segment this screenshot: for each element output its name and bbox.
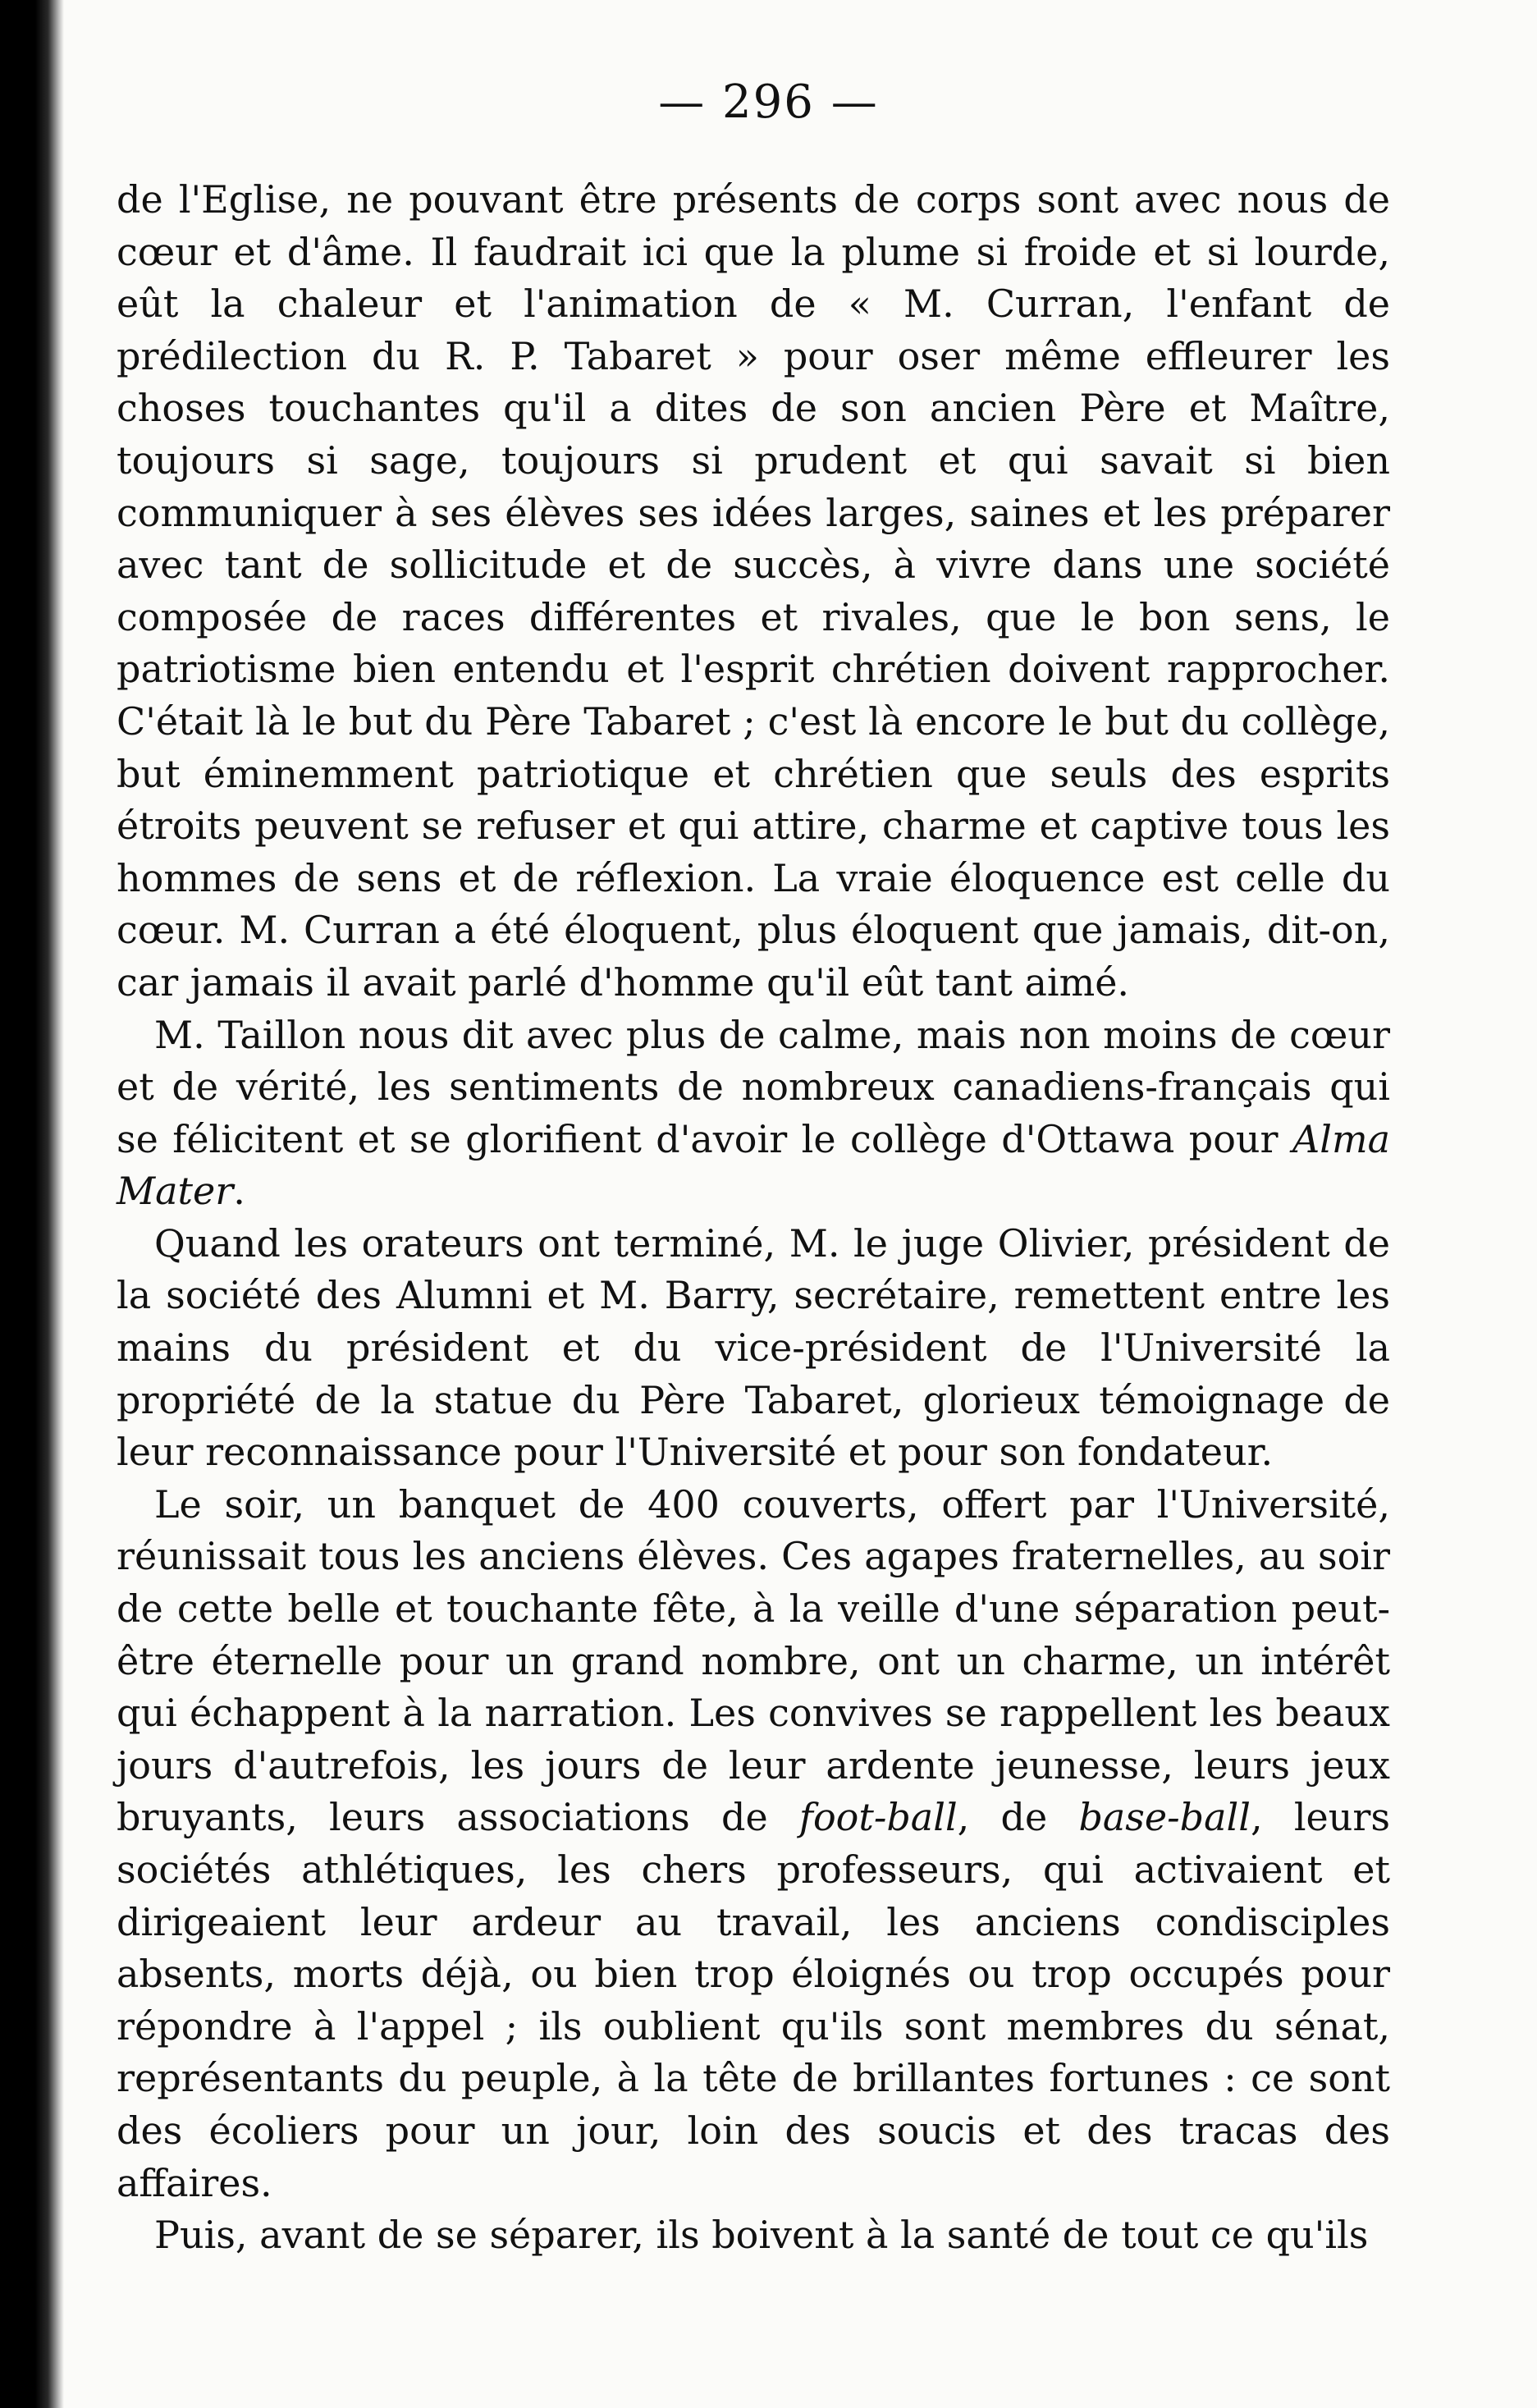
body-text [117, 174, 1390, 2262]
foot-ball-italic: foot-ball [798, 1795, 958, 1840]
paragraph-2 [117, 1009, 1390, 1218]
paragraph-4-text: Le soir, un banquet de 400 couverts, offert par l'Université, réunissait tous les anciens élèves. Ces agapes fraternelles, au soir de cette belle et touchante fête, à la veille d'une séparation peut-être éternelle pour un grand nombre, ont un charme, un intérêt qui échappent à la narration. Les convives se rappellent les beaux jours d'autrefois, les jours de leur ardente jeunesse, leurs jeux bruyants, leurs associations de [117, 1481, 1390, 1840]
paragraph-1: de l'Eglise, ne pouvant être présents de corps sont avec nous de cœur et d'âme. Il faudrait ici que la plume si froide et si lourde, eût la chaleur et l'animation de « M. Curran, l'enfant de prédilection du R. P. Tabaret » pour oser même effleurer les choses touchantes qu'il a dites de son ancien Père et Maître, toujours si sage, toujours si prudent et qui savait si bien communiquer à ses élèves ses idées larges, saines et les préparer avec tant de sollicitude et de succès, à vivre dans une société composée de races différentes et rivales, que le bon sens, le patriotisme bien entendu et l'esprit chrétien doivent rapprocher. C'était là le but du Père Tabaret ; c'est là encore le but du collège, but éminemment patriotique et chrétien que seuls des esprits étroits peuvent se refuser et qui attire, charme et captive tous les hommes de sens et de réflexion. La vraie éloquence est celle du cœur. M. Curran a été éloquent, plus éloquent que jamais, dit-on, car jamais il avait parlé d'homme qu'il eût tant aimé. [117, 177, 1390, 1005]
alma-mater-italic: Alma Mater [117, 1116, 1390, 1214]
paragraph-4-middle: , de [957, 1795, 1079, 1840]
paragraph-5: Puis, avant de se séparer, ils boivent à la santé de tout ce qu'ils [154, 2213, 1369, 2258]
page-number: — 296 — [658, 76, 879, 129]
paragraph-2-end: . [233, 1169, 245, 1214]
base-ball-italic: base-ball [1078, 1795, 1251, 1840]
paragraph-3: Quand les orateurs ont terminé, M. le juge Olivier, président de la société des Alumni et M. Barry, secrétaire, remettent entre les mains du président et du vice-président de l'Université la propriété de la statue du Père Tabaret, glorieux témoignage de leur reconnaissance pour l'Université et pour son fondateur. [117, 1220, 1390, 1475]
paragraph-4-end: , leurs sociétés athlétiques, les chers professeurs, qui activaient et dirigeaient leur ardeur au travail, les anciens condisciples absents, morts déjà, ou bien trop éloignés ou trop occupés pour répondre à l'appel ; ils oublient qu'ils sont membres du sénat, représentants du peuple, à la tête de brillantes fortunes : ce sont des écoliers pour un jour, loin des soucis et des tracas des affaires. [117, 1795, 1390, 2205]
binding-edge [0, 0, 64, 2408]
paragraph-2-text: M. Taillon nous dit avec plus de calme, mais non moins de cœur et de vérité, les sentiments de nombreux canadiens-français qui se félicitent et se glorifient d'avoir le collège d'Ottawa pour [117, 1012, 1390, 1161]
paragraph-4 [117, 1479, 1390, 2209]
